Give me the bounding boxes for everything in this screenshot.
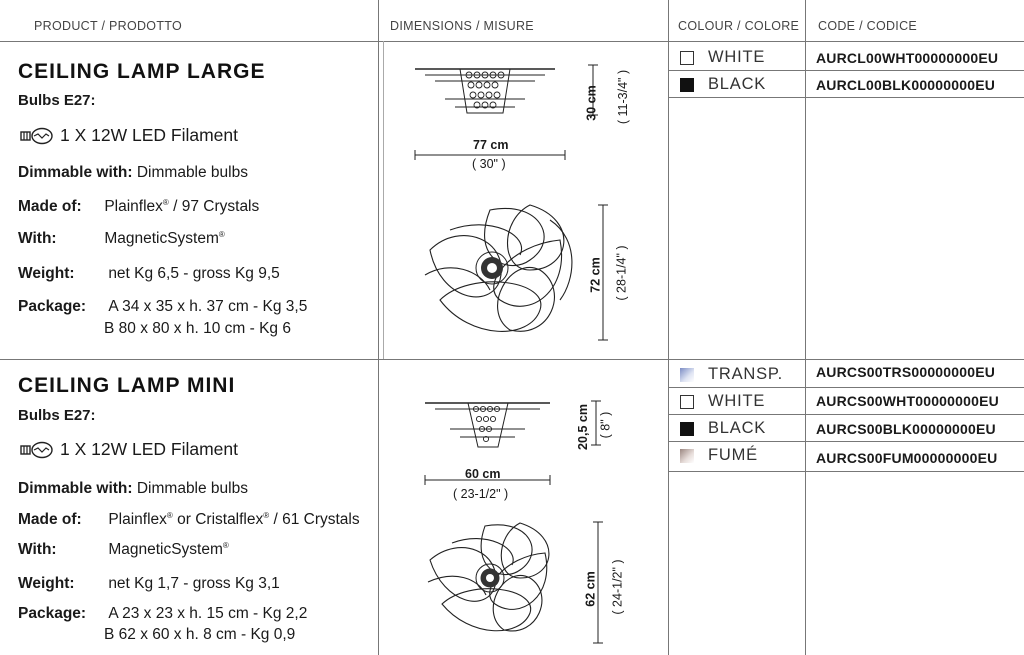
colour-name: BLACK <box>708 419 767 437</box>
colour-option <box>680 392 765 411</box>
swatch-black-icon <box>680 422 694 436</box>
large-top-drawing <box>410 200 640 350</box>
spec-label: Weight: <box>18 575 75 592</box>
product-code: AURCL00WHT00000000EU <box>816 50 999 66</box>
product-code: AURCS00TRS00000000EU <box>816 364 996 380</box>
row-divider <box>668 387 1024 388</box>
section-divider <box>0 359 1024 360</box>
colour-name: WHITE <box>708 48 766 66</box>
colour-option <box>680 446 758 465</box>
spec-value: Plainflex® or Cristalflex® / 61 Crystals <box>108 511 360 529</box>
product-code: AURCL00BLK00000000EU <box>816 77 996 93</box>
spec-value: MagneticSystem® <box>108 541 229 559</box>
row-divider <box>668 70 1024 71</box>
spec-made-of <box>18 511 360 529</box>
colour-name: BLACK <box>708 75 767 93</box>
spec-with <box>18 541 229 559</box>
spec-label: Made of: <box>18 511 82 529</box>
diameter-cm: 72 cm <box>588 257 603 293</box>
width-in: ( 30" ) <box>472 157 506 171</box>
header-divider <box>0 41 1024 42</box>
spec-value: net Kg 1,7 - gross Kg 3,1 <box>108 575 280 592</box>
bulbs-label: Bulbs E27: <box>18 407 96 424</box>
led-filament-bulb-icon <box>18 126 54 146</box>
colour-name: FUMÉ <box>708 446 758 464</box>
spec-value: Dimmable bulbs <box>136 480 248 497</box>
width-in: ( 23-1/2" ) <box>453 487 509 501</box>
column-divider <box>668 0 669 655</box>
colour-option <box>680 419 766 438</box>
colour-option <box>680 75 766 94</box>
spec-value: MagneticSystem® <box>104 230 225 248</box>
row-divider <box>668 414 1024 415</box>
filament-line <box>18 125 238 146</box>
spec-weight <box>18 575 280 593</box>
filament-text: 1 X 12W LED Filament <box>60 439 238 459</box>
product-title: CEILING LAMP MINI <box>18 374 236 397</box>
filament-line <box>18 439 238 460</box>
spec-label: Dimmable with: <box>18 164 133 181</box>
width-cm: 60 cm <box>465 467 501 481</box>
spec-label: Package: <box>18 298 87 315</box>
spec-package <box>18 298 307 316</box>
column-divider <box>383 41 384 359</box>
bulbs-label: Bulbs E27: <box>18 92 96 109</box>
product-title: CEILING LAMP LARGE <box>18 60 266 83</box>
product-code: AURCS00FUM00000000EU <box>816 450 998 466</box>
height-cm: 30 cm <box>584 85 599 121</box>
spec-label: Made of: <box>18 198 82 216</box>
spec-with <box>18 230 225 248</box>
colour-option <box>680 365 783 384</box>
package-b: B 80 x 80 x h. 10 cm - Kg 6 <box>104 320 291 337</box>
package-b: B 62 x 60 x h. 8 cm - Kg 0,9 <box>104 626 296 643</box>
package-a: A 34 x 35 x h. 37 cm - Kg 3,5 <box>108 298 308 315</box>
spec-package <box>18 605 307 623</box>
spec-weight <box>18 265 280 283</box>
width-cm: 77 cm <box>473 138 509 152</box>
spec-value: Dimmable bulbs <box>136 164 248 181</box>
spec-label: Weight: <box>18 265 75 282</box>
spec-label: Dimmable with: <box>18 480 133 497</box>
header-code: CODE / CODICE <box>818 19 918 33</box>
column-divider <box>805 0 806 655</box>
spec-value: Plainflex® / 97 Crystals <box>104 198 260 216</box>
header-product: PRODUCT / PRODOTTO <box>34 19 183 33</box>
swatch-white-icon <box>680 395 694 409</box>
colour-name: TRANSP. <box>708 365 783 383</box>
spec-label: With: <box>18 541 57 559</box>
colour-option <box>680 48 765 67</box>
swatch-black-icon <box>680 78 694 92</box>
spec-label: Package: <box>18 605 87 622</box>
filament-text: 1 X 12W LED Filament <box>60 125 238 145</box>
column-divider <box>378 0 379 655</box>
height-cm: 20,5 cm <box>575 404 590 450</box>
colour-name: WHITE <box>708 392 766 410</box>
spec-label: With: <box>18 230 57 248</box>
swatch-transparent-icon <box>680 368 694 382</box>
large-side-drawing <box>405 55 645 175</box>
led-filament-bulb-icon <box>18 440 54 460</box>
package-a: A 23 x 23 x h. 15 cm - Kg 2,2 <box>108 605 308 622</box>
spec-dimmable <box>18 164 248 182</box>
swatch-fume-icon <box>680 449 694 463</box>
spec-value: net Kg 6,5 - gross Kg 9,5 <box>108 265 280 282</box>
mini-side-drawing <box>420 395 620 505</box>
diameter-in: ( 24-1/2" ) <box>610 559 625 615</box>
diameter-cm: 62 cm <box>583 571 598 607</box>
row-divider <box>668 441 1024 442</box>
row-divider <box>668 471 1024 472</box>
height-in: ( 11-3/4" ) <box>616 69 631 125</box>
header-colour: COLOUR / COLORE <box>678 19 800 33</box>
spec-dimmable <box>18 480 248 498</box>
header-dimensions: DIMENSIONS / MISURE <box>390 19 534 33</box>
diameter-in: ( 28-1/4" ) <box>614 245 629 301</box>
row-divider <box>668 97 1024 98</box>
swatch-white-icon <box>680 51 694 65</box>
product-code: AURCS00WHT00000000EU <box>816 393 999 409</box>
product-code: AURCS00BLK00000000EU <box>816 421 996 437</box>
height-in: ( 8" ) <box>598 411 613 439</box>
spec-made-of <box>18 198 259 216</box>
